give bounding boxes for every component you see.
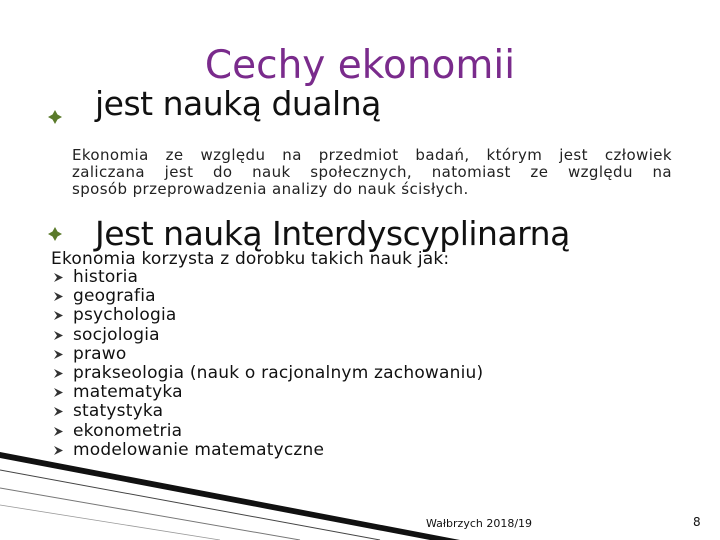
- list-item-label: modelowanie matematyczne: [73, 439, 325, 460]
- section-2-heading: Jest nauką Interdyscyplinarną: [95, 214, 570, 253]
- list-item-label: ekonometria: [73, 420, 183, 441]
- list-item-label: socjologia: [73, 324, 160, 345]
- list-item-label: geografia: [73, 286, 156, 307]
- page-number: 8: [693, 515, 701, 529]
- paragraph-line: sposób przeprowadzenia analizy do nauk ścisłych.: [72, 180, 469, 198]
- list-item-label: statystyka: [73, 401, 164, 422]
- paragraph-line: Ekonomia ze względu na przedmiot badań, którym jest człowiek: [72, 146, 672, 164]
- list-item-label: historia: [73, 267, 139, 287]
- list-item-label: prawo: [73, 343, 127, 364]
- list-item-label: psychologia: [73, 305, 177, 326]
- list-item-label: matematyka: [73, 382, 183, 403]
- section-1-heading: jest nauką dualną: [95, 84, 381, 123]
- paragraph-line: zaliczana jest do nauk społecznych, natomiast ze względu na: [72, 163, 672, 181]
- section-2-intro: Ekonomia korzysta z dorobku takich nauk jak:: [51, 249, 450, 269]
- footer-text: Wałbrzych 2018/19: [426, 517, 533, 530]
- list-item-label: prakseologia (nauk o racjonalnym zachowaniu): [73, 363, 484, 384]
- slide-title-text: Cechy ekonomii: [204, 43, 516, 88]
